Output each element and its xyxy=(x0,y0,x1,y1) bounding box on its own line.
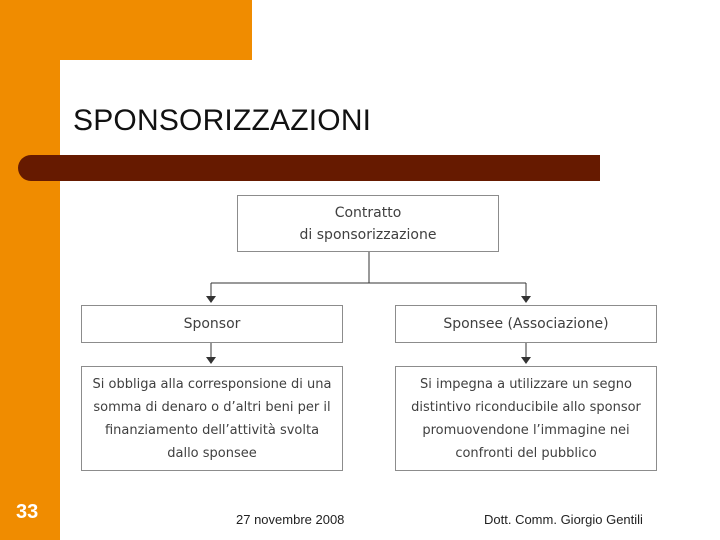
slide-title: SPONSORIZZAZIONI xyxy=(73,104,372,137)
sponsor-label: Sponsor xyxy=(183,316,241,332)
sponsor-box xyxy=(81,305,343,343)
arrow-to-sponsee-detail xyxy=(521,357,531,364)
sponsee-label: Sponsee (Associazione) xyxy=(443,316,609,332)
slide-number: 33 xyxy=(16,501,39,523)
sponsee-box xyxy=(395,305,657,343)
arrow-to-sponsor-detail xyxy=(206,357,216,364)
sponsee-description-box xyxy=(395,366,657,471)
sponsor-description: Si obbliga alla corresponsione di una somma di denaro o d’altri beni per il finanziamento dell’attività svolta dallo sponsee xyxy=(92,376,332,461)
contract-box xyxy=(237,195,499,252)
contract-label: Contratto di sponsorizzazione xyxy=(299,204,437,243)
sponsor-description-box xyxy=(81,366,343,471)
sponsee-description: Si impegna a utilizzare un segno distintivo riconducibile allo sponsor promuovendone l’immagine nei confronti del pubblico xyxy=(411,376,641,461)
arrow-to-sponsor xyxy=(206,296,216,303)
footer-author: Dott. Comm. Giorgio Gentili xyxy=(484,512,643,527)
footer-date: 27 novembre 2008 xyxy=(236,512,345,527)
arrow-to-sponsee xyxy=(521,296,531,303)
